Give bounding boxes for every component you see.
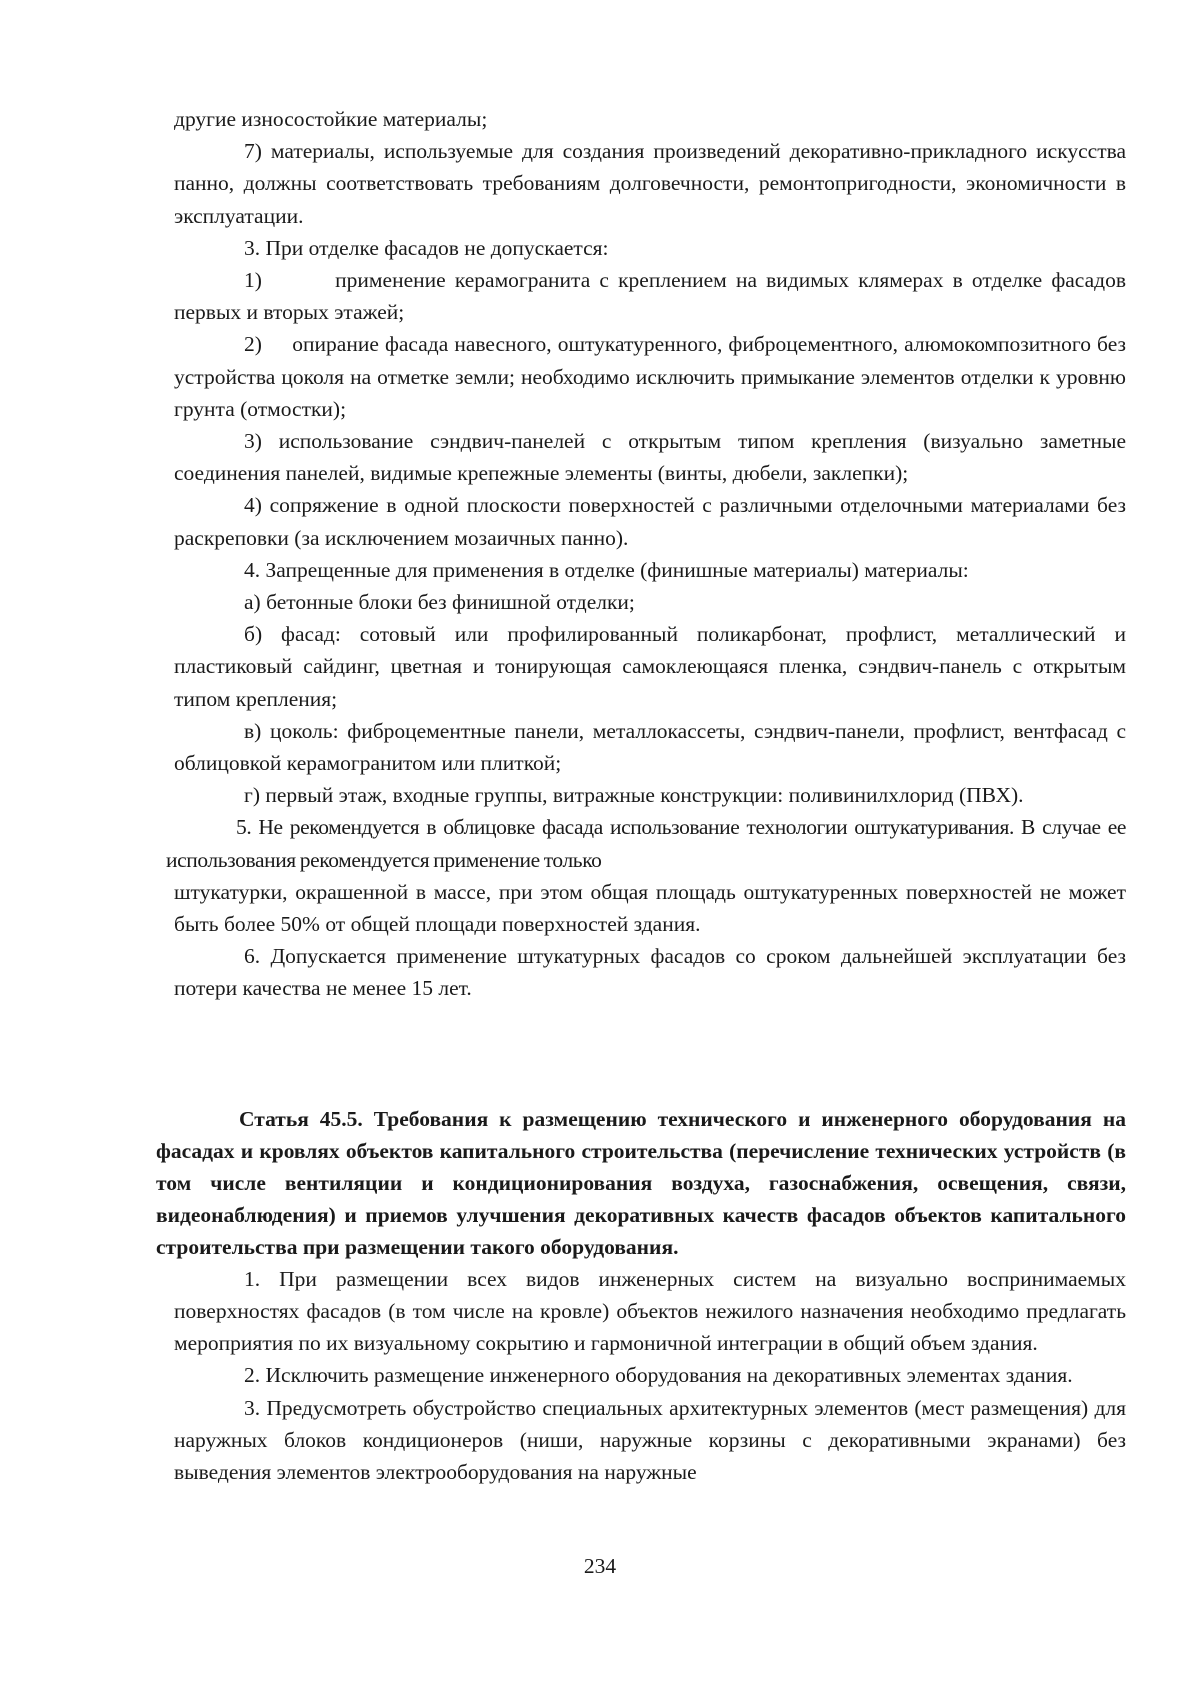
paragraph-7: 4) сопряжение в одной плоскости поверхностей с различными отделочными материалами без раскреповки (за исключением мозаичных панно). <box>174 493 1126 550</box>
paragraph-12: г) первый этаж, входные группы, витражные конструкции: поливинилхлорид (ПВХ). <box>244 783 1024 808</box>
article-heading: Статья 45.5. Требования к размещению технического и инженерного оборудования на фасадах и кровлях объектов капитального строительства (перечисление технических устройств (в том числе вентиляции и кондиционирования воздуха, газоснабжения, освещения, связи, видеонаблюдения) и приемов улучшения декоративных качеств фасадов объектов капитального строительства при размещении такого оборудования. <box>156 1106 1126 1259</box>
paragraph-15: 6. Допускается применение штукатурных фасадов со сроком дальнейшей эксплуатации без потери качества не менее 15 лет. <box>174 944 1126 1001</box>
page-number: 234 <box>583 1554 617 1578</box>
paragraph-5: 2) опирание фасада навесного, оштукатуренного, фиброцементного, алюмокомпозитного без устройства цоколя на отметке земли; необходимо исключить примыкание элементов отделки к уровню грунта (отмостки); <box>174 332 1132 421</box>
paragraph-8: 4. Запрещенные для применения в отделке (финишные материалы) материалы: <box>244 557 969 582</box>
paragraph-6: 3) использование сэндвич-панелей с открытым типом крепления (визуально заметные соединения панелей, видимые крепежные элементы (винты, дюбели, заклепки); <box>174 429 1126 486</box>
paragraph-13: 5. Не рекомендуется в облицовке фасада использование технологии оштукатуривания. В случае ее использования рекомендуется применение только <box>166 815 1126 872</box>
paragraph-2: 7) материалы, используемые для создания произведений декоративно-прикладного искусства панно, должны соответствовать требованиям долговечности, ремонтопригодности, экономичности в эксплуатации. <box>174 139 1126 228</box>
paragraph-10: б) фасад: сотовый или профилированный поликарбонат, профлист, металлический и пластиковый сайдинг, цветная и тонирующая самоклеющаяся пленка, сэндвич-панель с открытым типом крепления; <box>174 622 1126 711</box>
paragraph-9: а) бетонные блоки без финишной отделки; <box>244 590 635 615</box>
article-paragraph-1: 1. При размещении всех видов инженерных систем на визуально воспринимаемых поверхностях фасадов (в том числе на кровле) объектов нежилого назначения необходимо предлагать мероприятия по их визуальному сокрытию и гармоничной интеграции в общий объем здания. <box>174 1266 1126 1356</box>
paragraph-11: в) цоколь: фиброцементные панели, металлокассеты, сэндвич-панели, профлист, вентфасад с облицовкой керамогранитом или плиткой; <box>174 718 1126 776</box>
paragraph-1: другие износостойкие материалы; <box>174 107 488 131</box>
paragraph-14: штукатурки, окрашенной в массе, при этом общая площадь оштукатуренных поверхностей не может быть более 50% от общей площади поверхностей здания. <box>174 879 1126 937</box>
paragraph-4: 1) применение керамогранита с креплением на видимых клямерах в отделке фасадов первых и вторых этажей; <box>174 268 1132 325</box>
section-spacer <box>174 1005 1126 1103</box>
document-body <box>156 103 1132 1488</box>
paragraph-3: 3. При отделке фасадов не допускается: <box>244 235 609 260</box>
article-paragraph-2: 2. Исключить размещение инженерного оборудования на декоративных элементах здания. <box>244 1363 1073 1388</box>
article-paragraph-3: 3. Предусмотреть обустройство специальных архитектурных элементов (мест размещения) для наружных блоков кондиционеров (ниши, наружные корзины с декоративными экранами) без выведения элементов электрооборудования на наружные <box>174 1395 1126 1484</box>
